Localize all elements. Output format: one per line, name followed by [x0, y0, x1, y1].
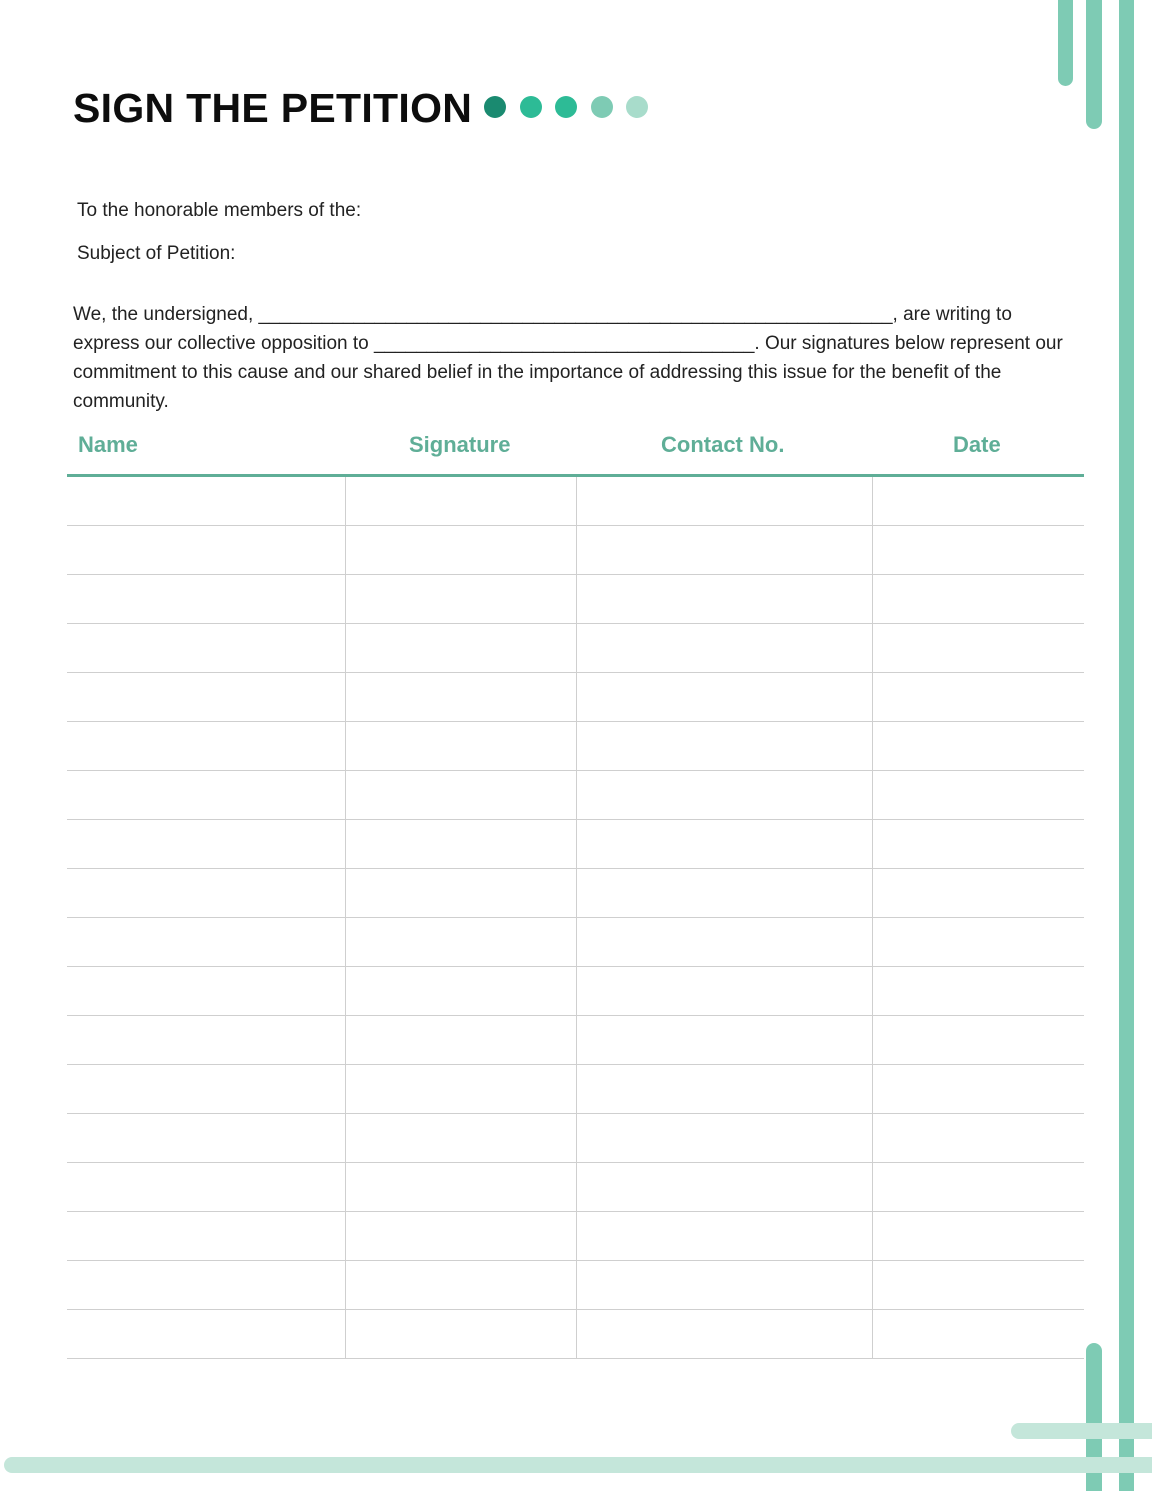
- cell-contact[interactable]: [576, 771, 872, 819]
- cell-contact[interactable]: [576, 1163, 872, 1211]
- cell-contact[interactable]: [576, 820, 872, 868]
- cell-date[interactable]: [872, 624, 1084, 672]
- cell-date[interactable]: [872, 918, 1084, 966]
- cell-name[interactable]: [67, 918, 345, 966]
- cell-name[interactable]: [67, 1163, 345, 1211]
- table-body: [67, 477, 1084, 1359]
- decorative-bar-bottom: [4, 1457, 1152, 1473]
- cell-contact[interactable]: [576, 967, 872, 1015]
- cell-name[interactable]: [67, 575, 345, 623]
- cell-name[interactable]: [67, 526, 345, 574]
- cell-contact[interactable]: [576, 1065, 872, 1113]
- cell-signature[interactable]: [345, 918, 576, 966]
- cell-name[interactable]: [67, 1016, 345, 1064]
- cell-date[interactable]: [872, 1261, 1084, 1309]
- cell-name[interactable]: [67, 1261, 345, 1309]
- cell-name[interactable]: [67, 673, 345, 721]
- cell-name[interactable]: [67, 477, 345, 525]
- cell-contact[interactable]: [576, 1016, 872, 1064]
- decorative-bar-top-mid: [1086, 0, 1102, 129]
- cell-date[interactable]: [872, 1310, 1084, 1358]
- cell-contact[interactable]: [576, 1310, 872, 1358]
- cell-signature[interactable]: [345, 722, 576, 770]
- cell-date[interactable]: [872, 1163, 1084, 1211]
- cell-date[interactable]: [872, 1212, 1084, 1260]
- cell-name[interactable]: [67, 967, 345, 1015]
- cell-contact[interactable]: [576, 1114, 872, 1162]
- subject-label: Subject of Petition:: [77, 243, 236, 264]
- column-divider: [345, 477, 346, 1359]
- title-dot: [626, 96, 648, 118]
- cell-date[interactable]: [872, 869, 1084, 917]
- decorative-bar-right: [1119, 0, 1134, 1491]
- cell-signature[interactable]: [345, 575, 576, 623]
- cell-date[interactable]: [872, 722, 1084, 770]
- cell-signature[interactable]: [345, 1310, 576, 1358]
- cell-contact[interactable]: [576, 673, 872, 721]
- cell-contact[interactable]: [576, 575, 872, 623]
- cell-contact[interactable]: [576, 1212, 872, 1260]
- cell-name[interactable]: [67, 1065, 345, 1113]
- cell-name[interactable]: [67, 1310, 345, 1358]
- cell-signature[interactable]: [345, 869, 576, 917]
- cell-signature[interactable]: [345, 477, 576, 525]
- cell-name[interactable]: [67, 624, 345, 672]
- cell-date[interactable]: [872, 1016, 1084, 1064]
- cell-date[interactable]: [872, 673, 1084, 721]
- cell-signature[interactable]: [345, 771, 576, 819]
- cell-contact[interactable]: [576, 869, 872, 917]
- title-dot: [591, 96, 613, 118]
- cell-signature[interactable]: [345, 1065, 576, 1113]
- cell-name[interactable]: [67, 771, 345, 819]
- cell-signature[interactable]: [345, 526, 576, 574]
- cell-name[interactable]: [67, 722, 345, 770]
- cell-signature[interactable]: [345, 967, 576, 1015]
- cell-name[interactable]: [67, 869, 345, 917]
- title-dot: [520, 96, 542, 118]
- cell-contact[interactable]: [576, 918, 872, 966]
- cell-contact[interactable]: [576, 526, 872, 574]
- cell-date[interactable]: [872, 820, 1084, 868]
- cell-signature[interactable]: [345, 1163, 576, 1211]
- cell-contact[interactable]: [576, 624, 872, 672]
- header-name: Name: [78, 432, 138, 457]
- cell-signature[interactable]: [345, 1212, 576, 1260]
- header-contact: Contact No.: [661, 432, 785, 457]
- cell-contact[interactable]: [576, 1261, 872, 1309]
- header-date: Date: [953, 432, 1001, 457]
- cell-signature[interactable]: [345, 1016, 576, 1064]
- cell-signature[interactable]: [345, 673, 576, 721]
- cell-date[interactable]: [872, 967, 1084, 1015]
- page-title: SIGN THE PETITION: [73, 85, 473, 131]
- cell-name[interactable]: [67, 820, 345, 868]
- title-dot: [555, 96, 577, 118]
- petition-paragraph: We, the undersigned, ____________________________________________________________, are writing to express our collective opposition to ____________________________________. Our signatures below represent our commitment to this cause and our shared belief in the importance of addressing this issue for the benefit of the community.: [73, 304, 1063, 412]
- header-signature: Signature: [409, 432, 511, 457]
- cell-date[interactable]: [872, 575, 1084, 623]
- decorative-bar-top-short: [1058, 0, 1073, 86]
- recipients-label: To the honorable members of the:: [77, 200, 362, 221]
- signature-table: [67, 420, 1084, 1359]
- column-divider: [576, 477, 577, 1359]
- cell-name[interactable]: [67, 1212, 345, 1260]
- cell-contact[interactable]: [576, 477, 872, 525]
- cell-date[interactable]: [872, 771, 1084, 819]
- decorative-bar-bottom-short: [1011, 1423, 1152, 1439]
- cell-date[interactable]: [872, 526, 1084, 574]
- cell-name[interactable]: [67, 1114, 345, 1162]
- cell-date[interactable]: [872, 1114, 1084, 1162]
- cell-signature[interactable]: [345, 820, 576, 868]
- title-dot: [484, 96, 506, 118]
- cell-date[interactable]: [872, 1065, 1084, 1113]
- cell-signature[interactable]: [345, 1114, 576, 1162]
- cell-date[interactable]: [872, 477, 1084, 525]
- cell-signature[interactable]: [345, 1261, 576, 1309]
- cell-signature[interactable]: [345, 624, 576, 672]
- table-header: [67, 420, 1084, 477]
- cell-contact[interactable]: [576, 722, 872, 770]
- column-divider: [872, 477, 873, 1359]
